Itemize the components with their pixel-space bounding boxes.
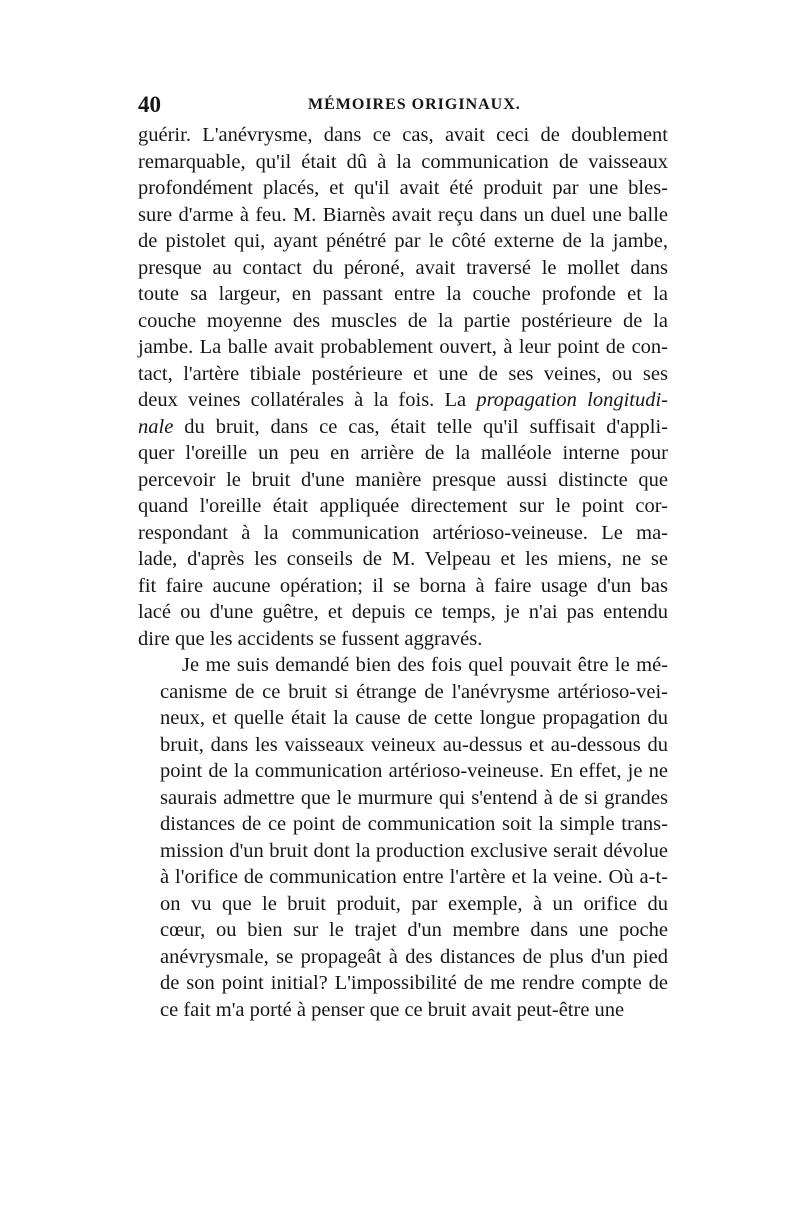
page-number: 40 xyxy=(138,92,161,117)
text-line: lade, d'après les conseils de M. Velpeau et les miens, ne se xyxy=(138,548,668,570)
text-line: percevoir le bruit d'une manière presque aussi distincte que xyxy=(138,468,668,491)
text-line: on vu que le bruit produit, par exemple, à un orifice du xyxy=(160,892,668,915)
text-line: jambe. La balle avait probablement ouvert, à leur point de con- xyxy=(138,336,668,358)
paragraph xyxy=(138,122,668,652)
text-line: couche moyenne des muscles de la partie postérieure de la xyxy=(138,309,668,332)
text-line: cœur, ou bien sur le trajet d'un membre dans une poche xyxy=(160,919,668,941)
text-line: mission d'un bruit dont la production exclusive serait dévolue xyxy=(160,839,668,862)
text-line: bruit, dans les vaisseaux veineux au-dessus et au-dessous du xyxy=(160,733,668,756)
text-line: fit faire aucune opération; il se borna à faire usage d'un bas xyxy=(138,574,668,597)
text-line: de pistolet qui, ayant pénétré par le côté externe de la jambe, xyxy=(138,230,668,252)
text-line: presque au contact du péroné, avait traversé le mollet dans xyxy=(138,256,668,279)
text-line: à l'orifice de communication entre l'artère et la veine. Où a-t- xyxy=(160,866,668,888)
running-head xyxy=(138,92,668,122)
running-title: MÉMOIRES ORIGINAUX. xyxy=(308,96,521,113)
body-text xyxy=(138,122,668,1023)
text-line: Je me suis demandé bien des fois quel pouvait être le mé- xyxy=(182,654,668,676)
text-line: saurais admettre que le murmure qui s'entend à de si grandes xyxy=(160,786,668,809)
text-line: profondément placés, et qu'il avait été produit par une bles- xyxy=(138,177,668,199)
text-line: lacé ou d'une guêtre, et depuis ce temps, je n'ai pas entendu xyxy=(138,601,668,623)
italic-phrase: nale xyxy=(138,415,174,438)
text-line: sure d'arme à feu. M. Biarnès avait reçu dans un duel une balle xyxy=(138,203,668,226)
text-line: quand l'oreille était appliquée directement sur le point cor- xyxy=(138,495,668,517)
text-line: guérir. L'anévrysme, dans ce cas, avait ceci de doublement xyxy=(138,124,668,146)
text-line: toute sa largeur, en passant entre la couche profonde et la xyxy=(138,283,668,305)
italic-phrase: propagation longitudi- xyxy=(476,389,668,411)
paragraph xyxy=(138,652,668,1023)
text-line: point de la communication artérioso-veineuse. En effet, je ne xyxy=(160,760,668,782)
text-line: dire que les accidents se fussent aggravés. xyxy=(138,627,483,650)
text-line: nale du bruit, dans ce cas, était telle qu'il suffisait d'appli- xyxy=(138,415,668,438)
text-line: ce fait m'a porté à penser que ce bruit avait peut-être une xyxy=(160,998,625,1021)
text-line: respondant à la communication artérioso-veineuse. Le ma- xyxy=(138,521,668,544)
text-line: neux, et quelle était la cause de cette longue propagation du xyxy=(160,707,668,729)
text-line: anévrysmale, se propageât à des distances de plus d'un pied xyxy=(160,945,668,968)
book-page xyxy=(138,92,668,1152)
text-line: quer l'oreille un peu en arrière de la malléole interne pour xyxy=(138,442,668,464)
text-line: tact, l'artère tibiale postérieure et une de ses veines, ou ses xyxy=(138,362,668,385)
text-line: distances de ce point de communication soit la simple trans- xyxy=(160,813,668,835)
text-line: deux veines collatérales à la fois. La propagation longitudi- xyxy=(138,389,668,411)
text-line: remarquable, qu'il était dû à la communication de vaisseaux xyxy=(138,150,668,173)
text-line: de son point initial? L'impossibilité de me rendre compte de xyxy=(160,972,668,994)
text-line: canisme de ce bruit si étrange de l'anévrysme artérioso-vei- xyxy=(160,680,668,703)
